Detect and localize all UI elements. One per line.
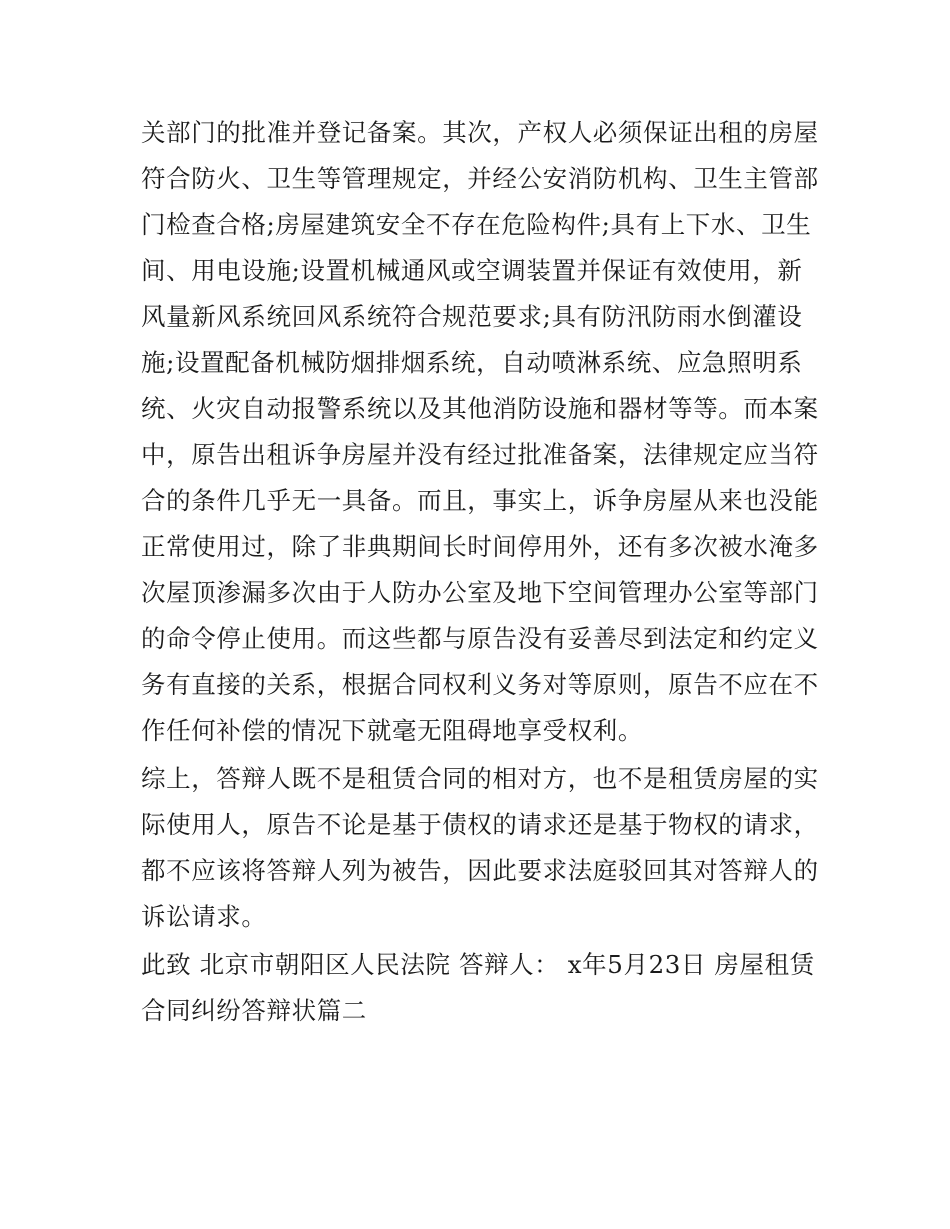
text-line: 间、用电设施;设置机械通风或空调装置并保证有效使用，新: [141, 256, 803, 285]
text-line: 都不应该将答辩人列为被告，因此要求法庭驳回其对答辩人的: [141, 856, 819, 885]
text-line: 门检查合格;房屋建筑安全不存在危险构件;具有上下水、卫生: [141, 210, 812, 239]
text-line: 中，原告出租诉争房屋并没有经过批准备案，法律规定应当符: [141, 440, 819, 469]
text-line: 此致 北京市朝阳区人民法院 答辩人： x年5月23日 房屋租赁: [141, 950, 815, 979]
text-line: 诉讼请求。: [141, 902, 267, 931]
text-line: 际使用人，原告不论是基于债权的请求还是基于物权的请求，: [141, 810, 819, 839]
text-line: 正常使用过，除了非典期间长时间停用外，还有多次被水淹多: [141, 532, 819, 561]
text-line: 风量新风系统回风系统符合规范要求;具有防汛防雨水倒灌设: [141, 302, 803, 331]
document-body: [141, 110, 821, 1034]
text-line: 次屋顶渗漏多次由于人防办公室及地下空间管理办公室等部门: [141, 578, 819, 607]
text-line: 施;设置配备机械防烟排烟系统，自动喷淋系统、应急照明系: [141, 348, 803, 377]
text-line: 综上，答辩人既不是租赁合同的相对方，也不是租赁房屋的实: [141, 764, 819, 793]
text-line: 合同纠纷答辩状篇二: [141, 996, 367, 1025]
text-line: 符合防火、卫生等管理规定，并经公安消防机构、卫生主管部: [141, 164, 819, 193]
text-line: 务有直接的关系，根据合同权利义务对等原则，原告不应在不: [141, 670, 819, 699]
paragraph-reasons: [141, 110, 821, 754]
text-line: 合的条件几乎无一具备。而且，事实上，诉争房屋从来也没能: [141, 486, 819, 515]
text-line: 作任何补偿的情况下就毫无阻碍地享受权利。: [141, 716, 643, 745]
text-line: 统、火灾自动报警系统以及其他消防设施和器材等等。而本案: [141, 394, 819, 423]
text-line: 关部门的批准并登记备案。其次，产权人必须保证出租的房屋: [141, 118, 819, 147]
paragraph-closing: [141, 942, 821, 1034]
paragraph-conclusion: [141, 756, 821, 940]
text-line: 的命令停止使用。而这些都与原告没有妥善尽到法定和约定义: [141, 624, 819, 653]
